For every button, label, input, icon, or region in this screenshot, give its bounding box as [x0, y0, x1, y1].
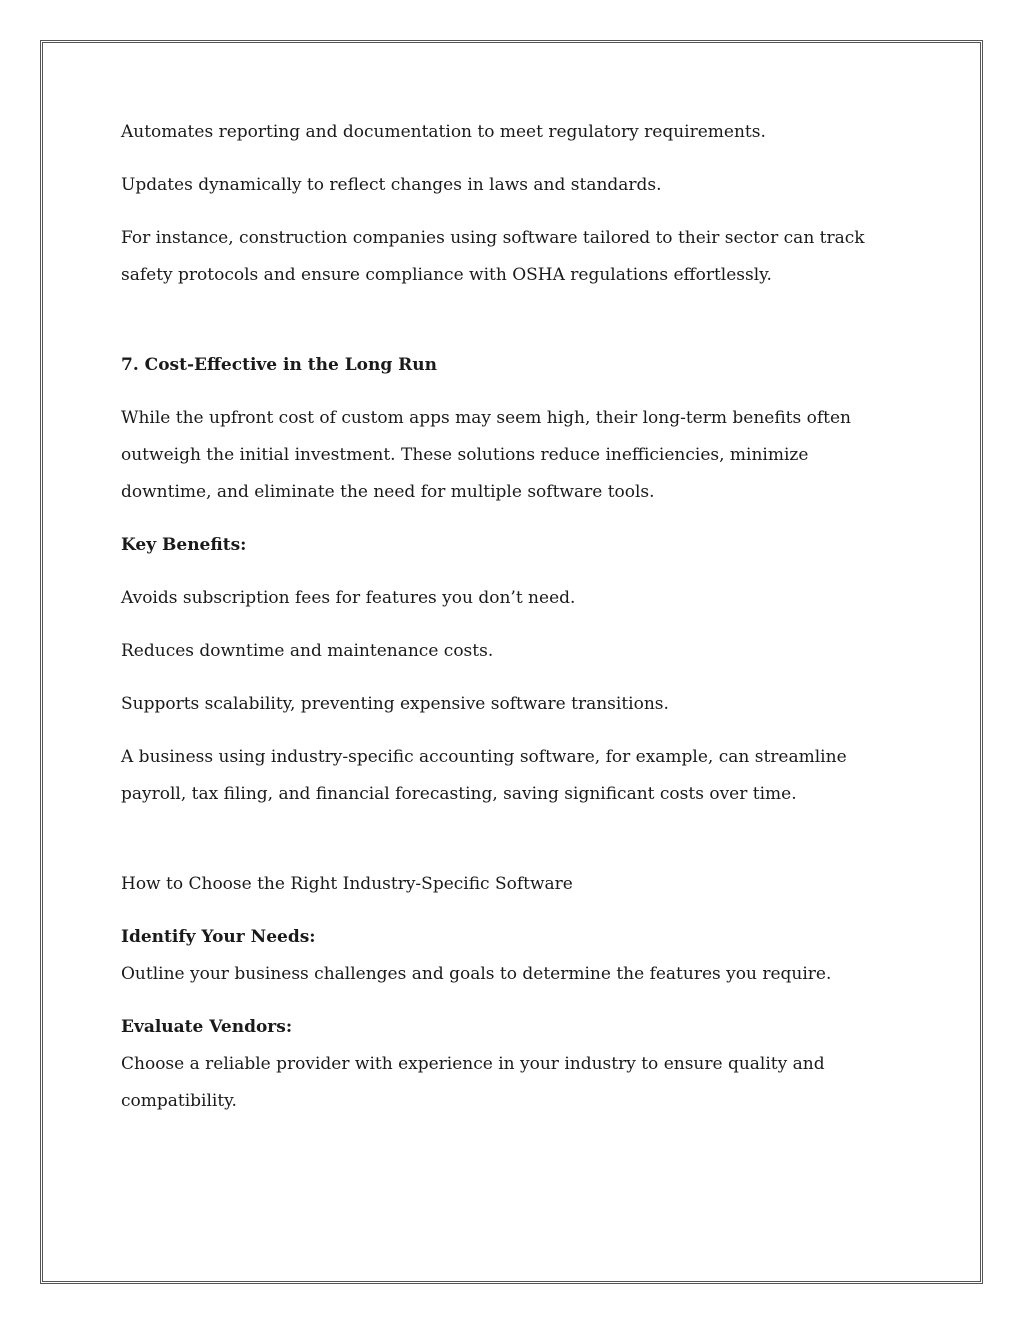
- paragraph-cost-intro: While the upfront cost of custom apps may seem high, their long-term benefits often outweigh the initial investment. These solutions reduce inefficiencies, minimize downtime, and eliminate the need for multiple software tools.: [121, 408, 852, 502]
- choose-item-identify-needs: [121, 919, 881, 993]
- section-heading-how-to-choose: How to Choose the Right Industry-Specific Software: [121, 874, 573, 894]
- paragraph-reporting: Automates reporting and documentation to meet regulatory requirements.: [121, 122, 766, 142]
- choose-item-text: Choose a reliable provider with experience in your industry to ensure quality and compatibility.: [121, 1054, 825, 1111]
- benefit-item: Reduces downtime and maintenance costs.: [121, 641, 494, 661]
- choose-item-title: Evaluate Vendors:: [121, 1017, 293, 1037]
- choose-item-title: Identify Your Needs:: [121, 927, 316, 947]
- paragraph-updates: Updates dynamically to reflect changes in laws and standards.: [121, 175, 662, 195]
- choose-item-evaluate-vendors: [121, 1009, 881, 1120]
- benefit-item: Avoids subscription fees for features you don’t need.: [121, 588, 576, 608]
- paragraph-construction-example: For instance, construction companies using software tailored to their sector can track safety protocols and ensure compliance with OSHA regulations effortlessly.: [121, 228, 865, 285]
- paragraph-accounting-example: A business using industry-specific accounting software, for example, can streamline payroll, tax filing, and financial forecasting, saving significant costs over time.: [121, 747, 847, 804]
- document-body: [121, 114, 881, 1120]
- benefit-item: Supports scalability, preventing expensive software transitions.: [121, 694, 669, 714]
- section-heading-cost-effective: 7. Cost-Effective in the Long Run: [121, 355, 438, 375]
- choose-item-text: Outline your business challenges and goals to determine the features you require.: [121, 964, 832, 984]
- key-benefits-label: Key Benefits:: [121, 535, 247, 555]
